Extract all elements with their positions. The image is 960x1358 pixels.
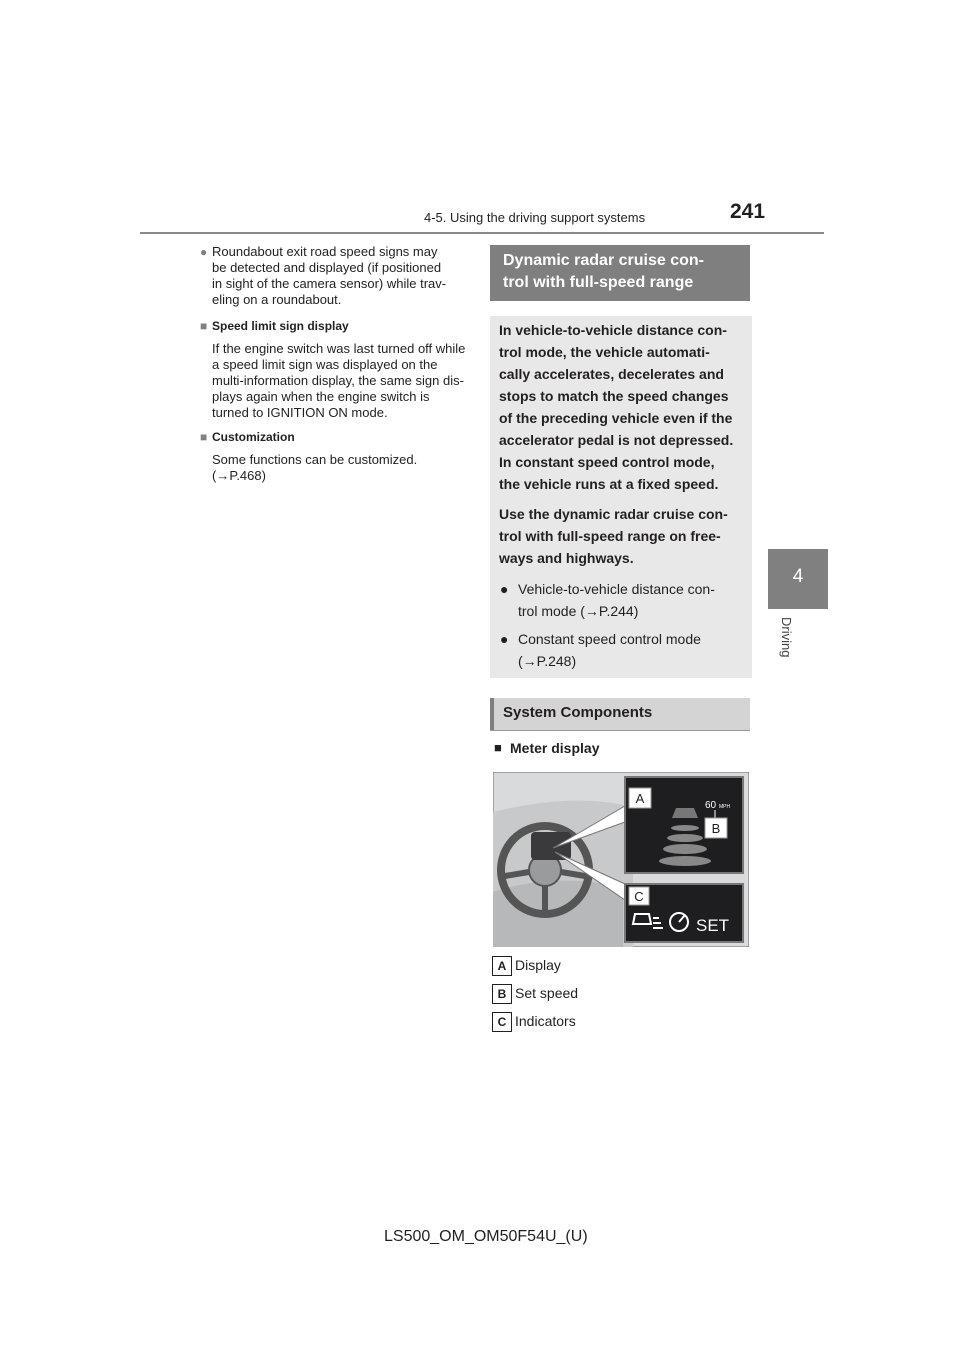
meter-display-heading: Meter display [510,740,600,756]
legend-label-indicators: Indicators [515,1013,576,1029]
intro-paragraph: In vehicle-to-vehicle distance con- trol mode, the vehicle automati- cally accelerates, decelerates and stops to match the speed changes of the preceding vehicle even if the accelerator pedal is not depressed. In constant speed control mode, the vehicle runs at a fixed speed. [499,322,734,492]
header-rule [140,232,824,234]
chapter-number: 4 [792,566,804,587]
page-reference-link[interactable]: (→P.468) [212,468,266,483]
page-number: 241 [730,200,766,223]
page-reference-link[interactable]: (→P.248) [518,653,577,669]
legend-label-display: Display [515,957,561,973]
svg-text:B: B [711,821,721,836]
customization-body: Some functions can be customized. (→P.468) [212,452,474,484]
square-bullet-icon: ■ [200,319,208,333]
speed-limit-heading: ■ Speed limit sign display [200,319,349,333]
legend-key-a: A [492,956,512,976]
square-bullet-icon: ■ [494,740,502,755]
bullet-icon: ● [500,631,509,647]
svg-text:MPH: MPH [719,804,731,810]
running-header-section: 4-5. Using the driving support systems [424,210,646,225]
set-indicator: SET [696,916,730,935]
chapter-label: Driving [779,617,794,658]
mode-item-distance: Vehicle-to-vehicle distance con- trol mode (→P.244) [518,578,746,622]
bullet-icon: ● [200,245,208,259]
svg-text:A: A [635,791,645,806]
section-title: Dynamic radar cruise con- trol with full-speed range [503,252,704,291]
mode-item-constant: Constant speed control mode (→P.248) [518,628,746,672]
legend-key-b: B [492,984,512,1004]
subsection-title: System Components [503,704,653,721]
legend-label-set-speed: Set speed [515,985,579,1001]
document-code: LS500_OM_OM50F54U_(U) [384,1228,588,1245]
square-bullet-icon: ■ [200,430,208,444]
svg-text:C: C [634,889,644,904]
subsection-rule [490,730,750,731]
speed-limit-body: If the engine switch was last turned off while a speed limit sign was displayed on the multi-information display, the same sign dis- plays again when the engine switch is turned to IGNITION ON mode. [212,341,466,420]
legend-key-c: C [492,1012,512,1032]
customization-heading: ■ Customization [200,430,295,444]
svg-text:60: 60 [705,800,717,811]
meter-display-illustration [493,772,749,947]
roundabout-note: ● Roundabout exit road speed signs may be detected and displayed (if positioned in sight of the camera sensor) while trav- eling on a roundabout. [200,244,447,307]
dashboard-illustration-svg [493,772,749,947]
page-reference-link[interactable]: trol mode (→P.244) [518,603,639,619]
usage-paragraph: Use the dynamic radar cruise con- trol with full-speed range on free- ways and highways. [499,506,728,566]
subsection-accent [490,698,494,730]
bullet-icon: ● [500,581,509,597]
